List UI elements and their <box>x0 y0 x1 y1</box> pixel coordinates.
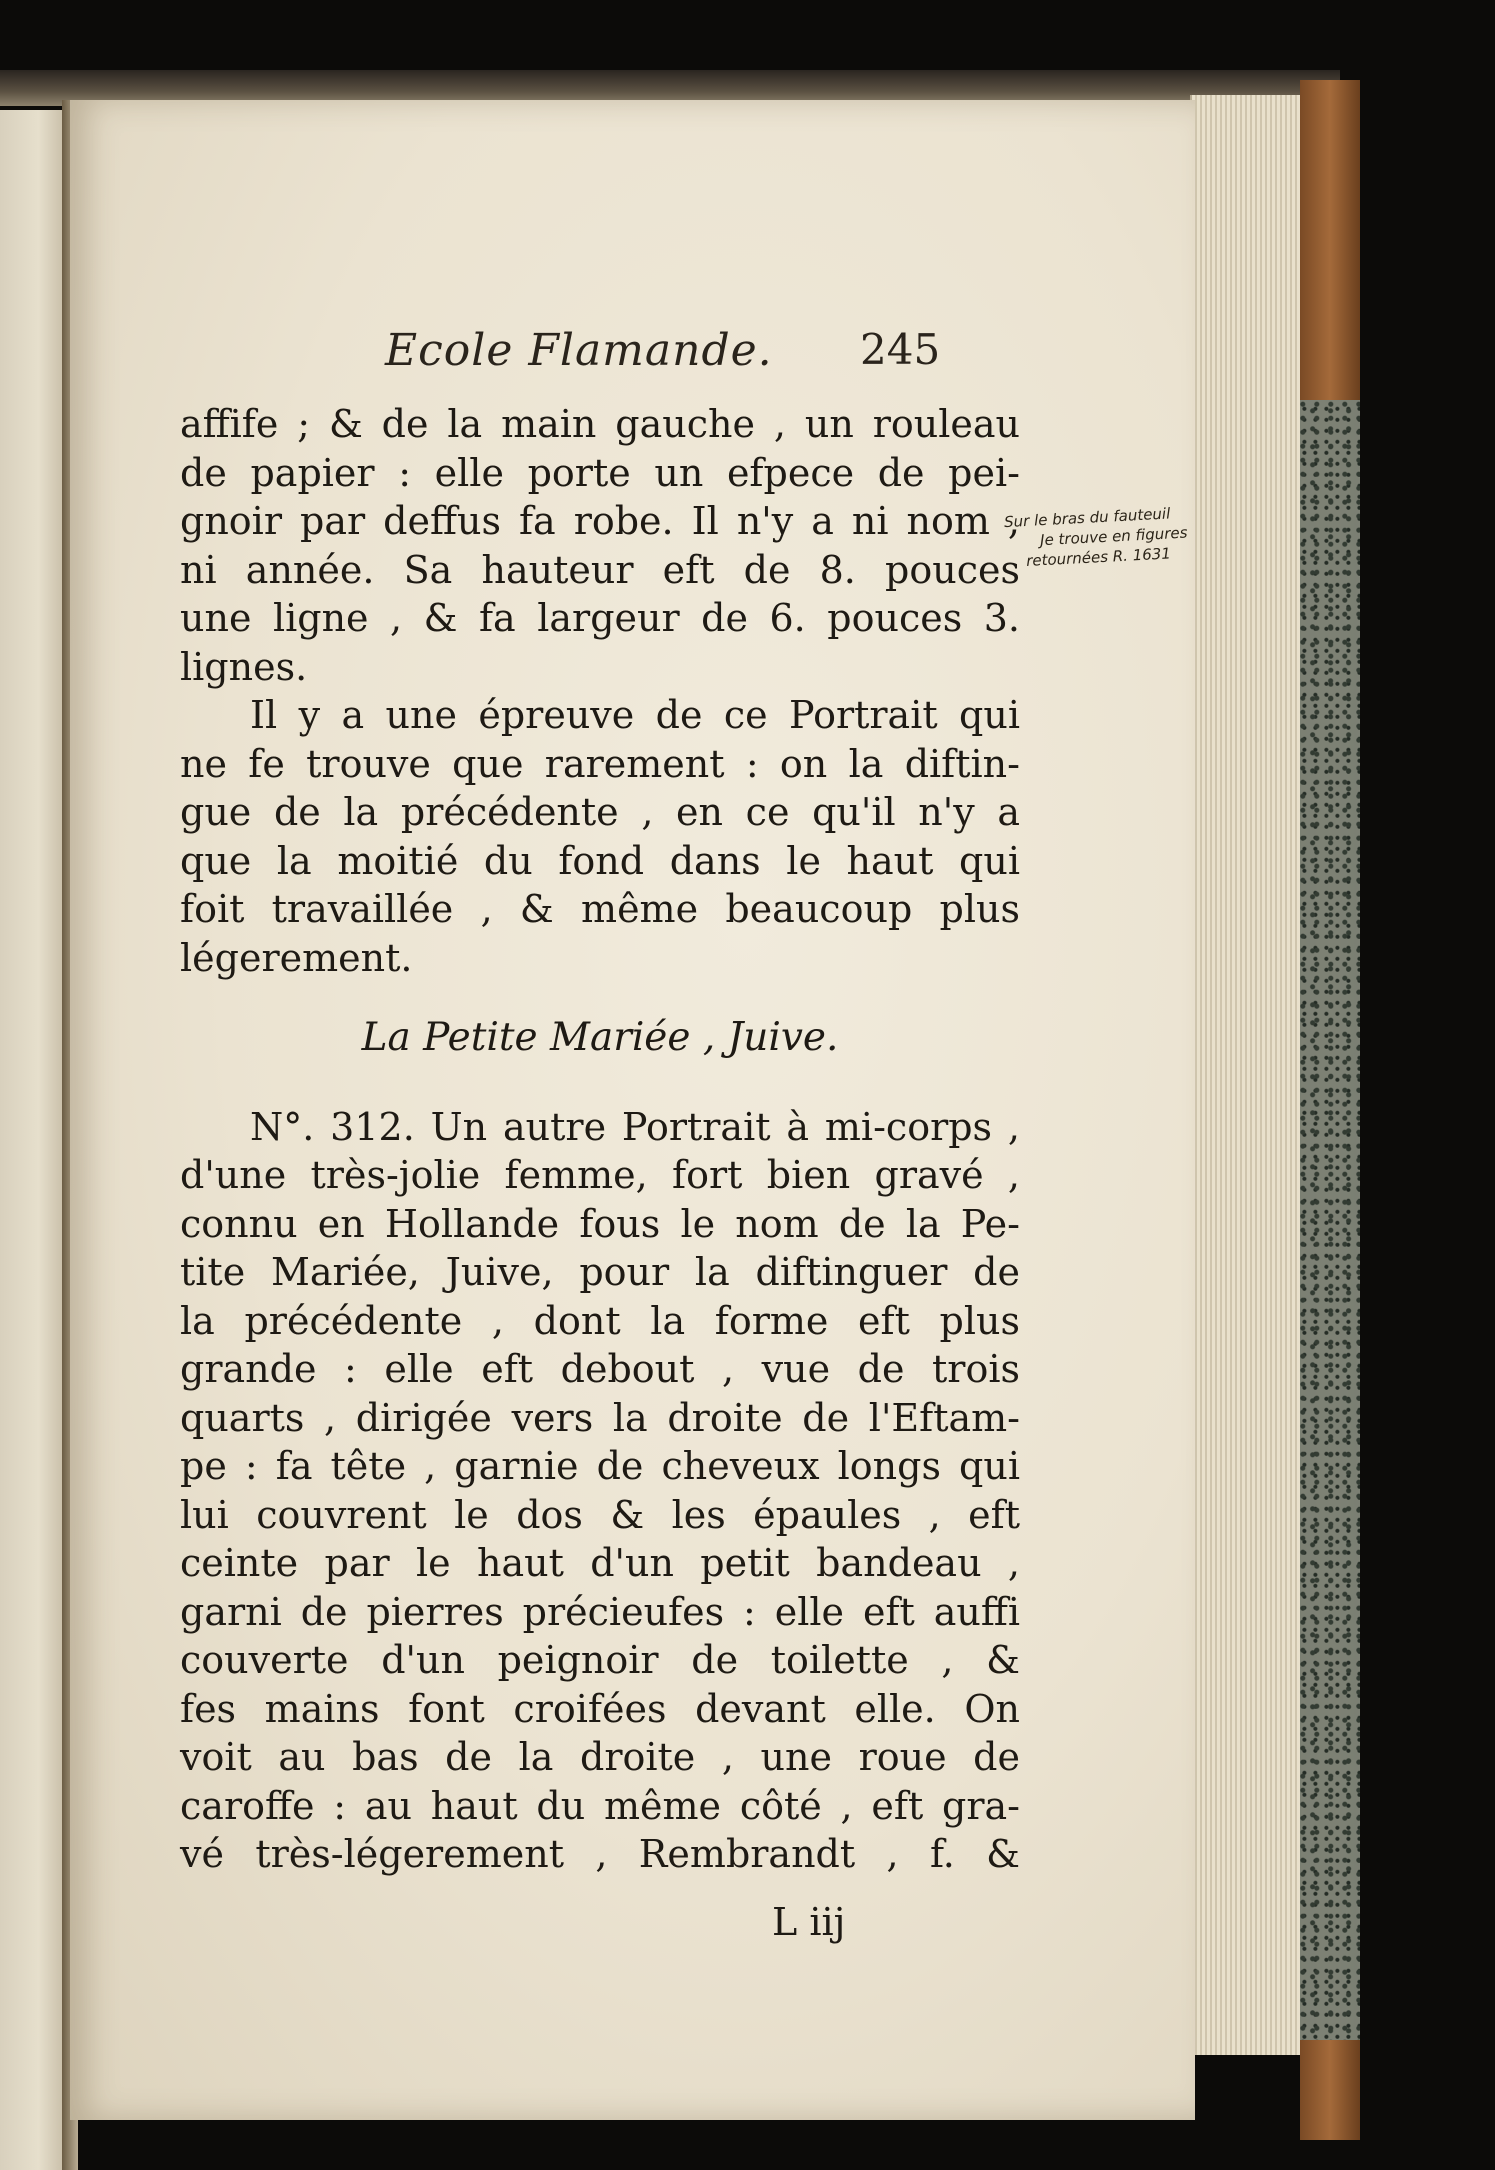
text-line: ceinte par le haut d'un petit bandeau , <box>180 1541 1020 1585</box>
text-line: ni année. Sa hauteur eft de 8. pouces <box>180 547 1020 592</box>
text-line: foit travaillée , & même beaucoup plus <box>180 887 1020 931</box>
text-block <box>180 400 1020 1879</box>
running-head <box>70 325 1195 385</box>
text-line: que la moitié du fond dans le haut qui <box>180 838 1020 883</box>
text-line: lignes. <box>180 644 308 689</box>
running-head-title: Ecole Flamande. <box>385 325 773 376</box>
text-line: une ligne , & fa largeur de 6. pouces 3. <box>180 596 1020 640</box>
margin-note-line: retournées R. 1631 <box>1025 544 1172 570</box>
text-line: couverte d'un peignoir de toilette , & <box>180 1638 1020 1682</box>
text-line: fes mains font croifées devant elle. On <box>180 1686 1020 1731</box>
text-line: N°. 312. Un autre Portrait à mi-corps , <box>250 1104 1020 1149</box>
text-line: affife ; & de la main gauche , un rouleau <box>180 402 1020 446</box>
text-line: Il y a une épreuve de ce Portrait qui <box>250 693 1020 737</box>
text-line: connu en Hollande fous le nom de la Pe- <box>180 1201 1020 1246</box>
text-line: quarts , dirigée vers la droite de l'Eftam- <box>180 1395 1020 1440</box>
left-page-edge <box>0 110 67 2170</box>
text-line: de papier : elle porte un efpece de pei- <box>180 450 1020 495</box>
book-page <box>70 100 1195 2120</box>
section-heading: La Petite Mariée , Juive. <box>361 1015 839 1060</box>
text-line: ne fe trouve que rarement : on la diftin- <box>180 741 1020 786</box>
paragraph-3 <box>180 1103 1020 1879</box>
text-line: garni de pierres précieufes : elle eft auffi <box>180 1589 1020 1634</box>
signature-mark: L iij <box>772 1900 846 1944</box>
text-line: pe : fa tête , garnie de cheveux longs qui <box>180 1444 1020 1488</box>
text-line: voit au bas de la droite , une roue de <box>180 1735 1020 1779</box>
marbled-endpaper <box>1300 400 1360 2040</box>
margin-note-line: Je trouve en figures <box>1039 523 1188 550</box>
text-line: vé très-légerement , Rembrandt , f. & <box>180 1832 1020 1876</box>
text-line: lui couvrent le dos & les épaules , eft <box>180 1492 1020 1537</box>
text-line: légerement. <box>180 935 413 980</box>
text-line: gue de la précédente , en ce qu'il n'y a <box>180 790 1020 834</box>
paragraph-2 <box>180 691 1020 982</box>
text-line: tite Mariée, Juive, pour la diftinguer de <box>180 1250 1020 1294</box>
text-line: gnoir par deffus fa robe. Il n'y a ni nom , <box>180 499 1020 543</box>
paragraph-1 <box>180 400 1020 691</box>
text-line: d'une très-jolie femme, fort bien gravé , <box>180 1153 1020 1197</box>
margin-note-line: Sur le bras du fauteuil <box>1003 504 1171 532</box>
text-line: grande : elle eft debout , vue de trois <box>180 1347 1020 1391</box>
text-line: la précédente , dont la forme eft plus <box>180 1298 1020 1343</box>
page-edges <box>1190 95 1307 2055</box>
text-line: caroffe : au haut du même côté , eft gra- <box>180 1783 1020 1828</box>
page-number: 245 <box>860 325 941 374</box>
